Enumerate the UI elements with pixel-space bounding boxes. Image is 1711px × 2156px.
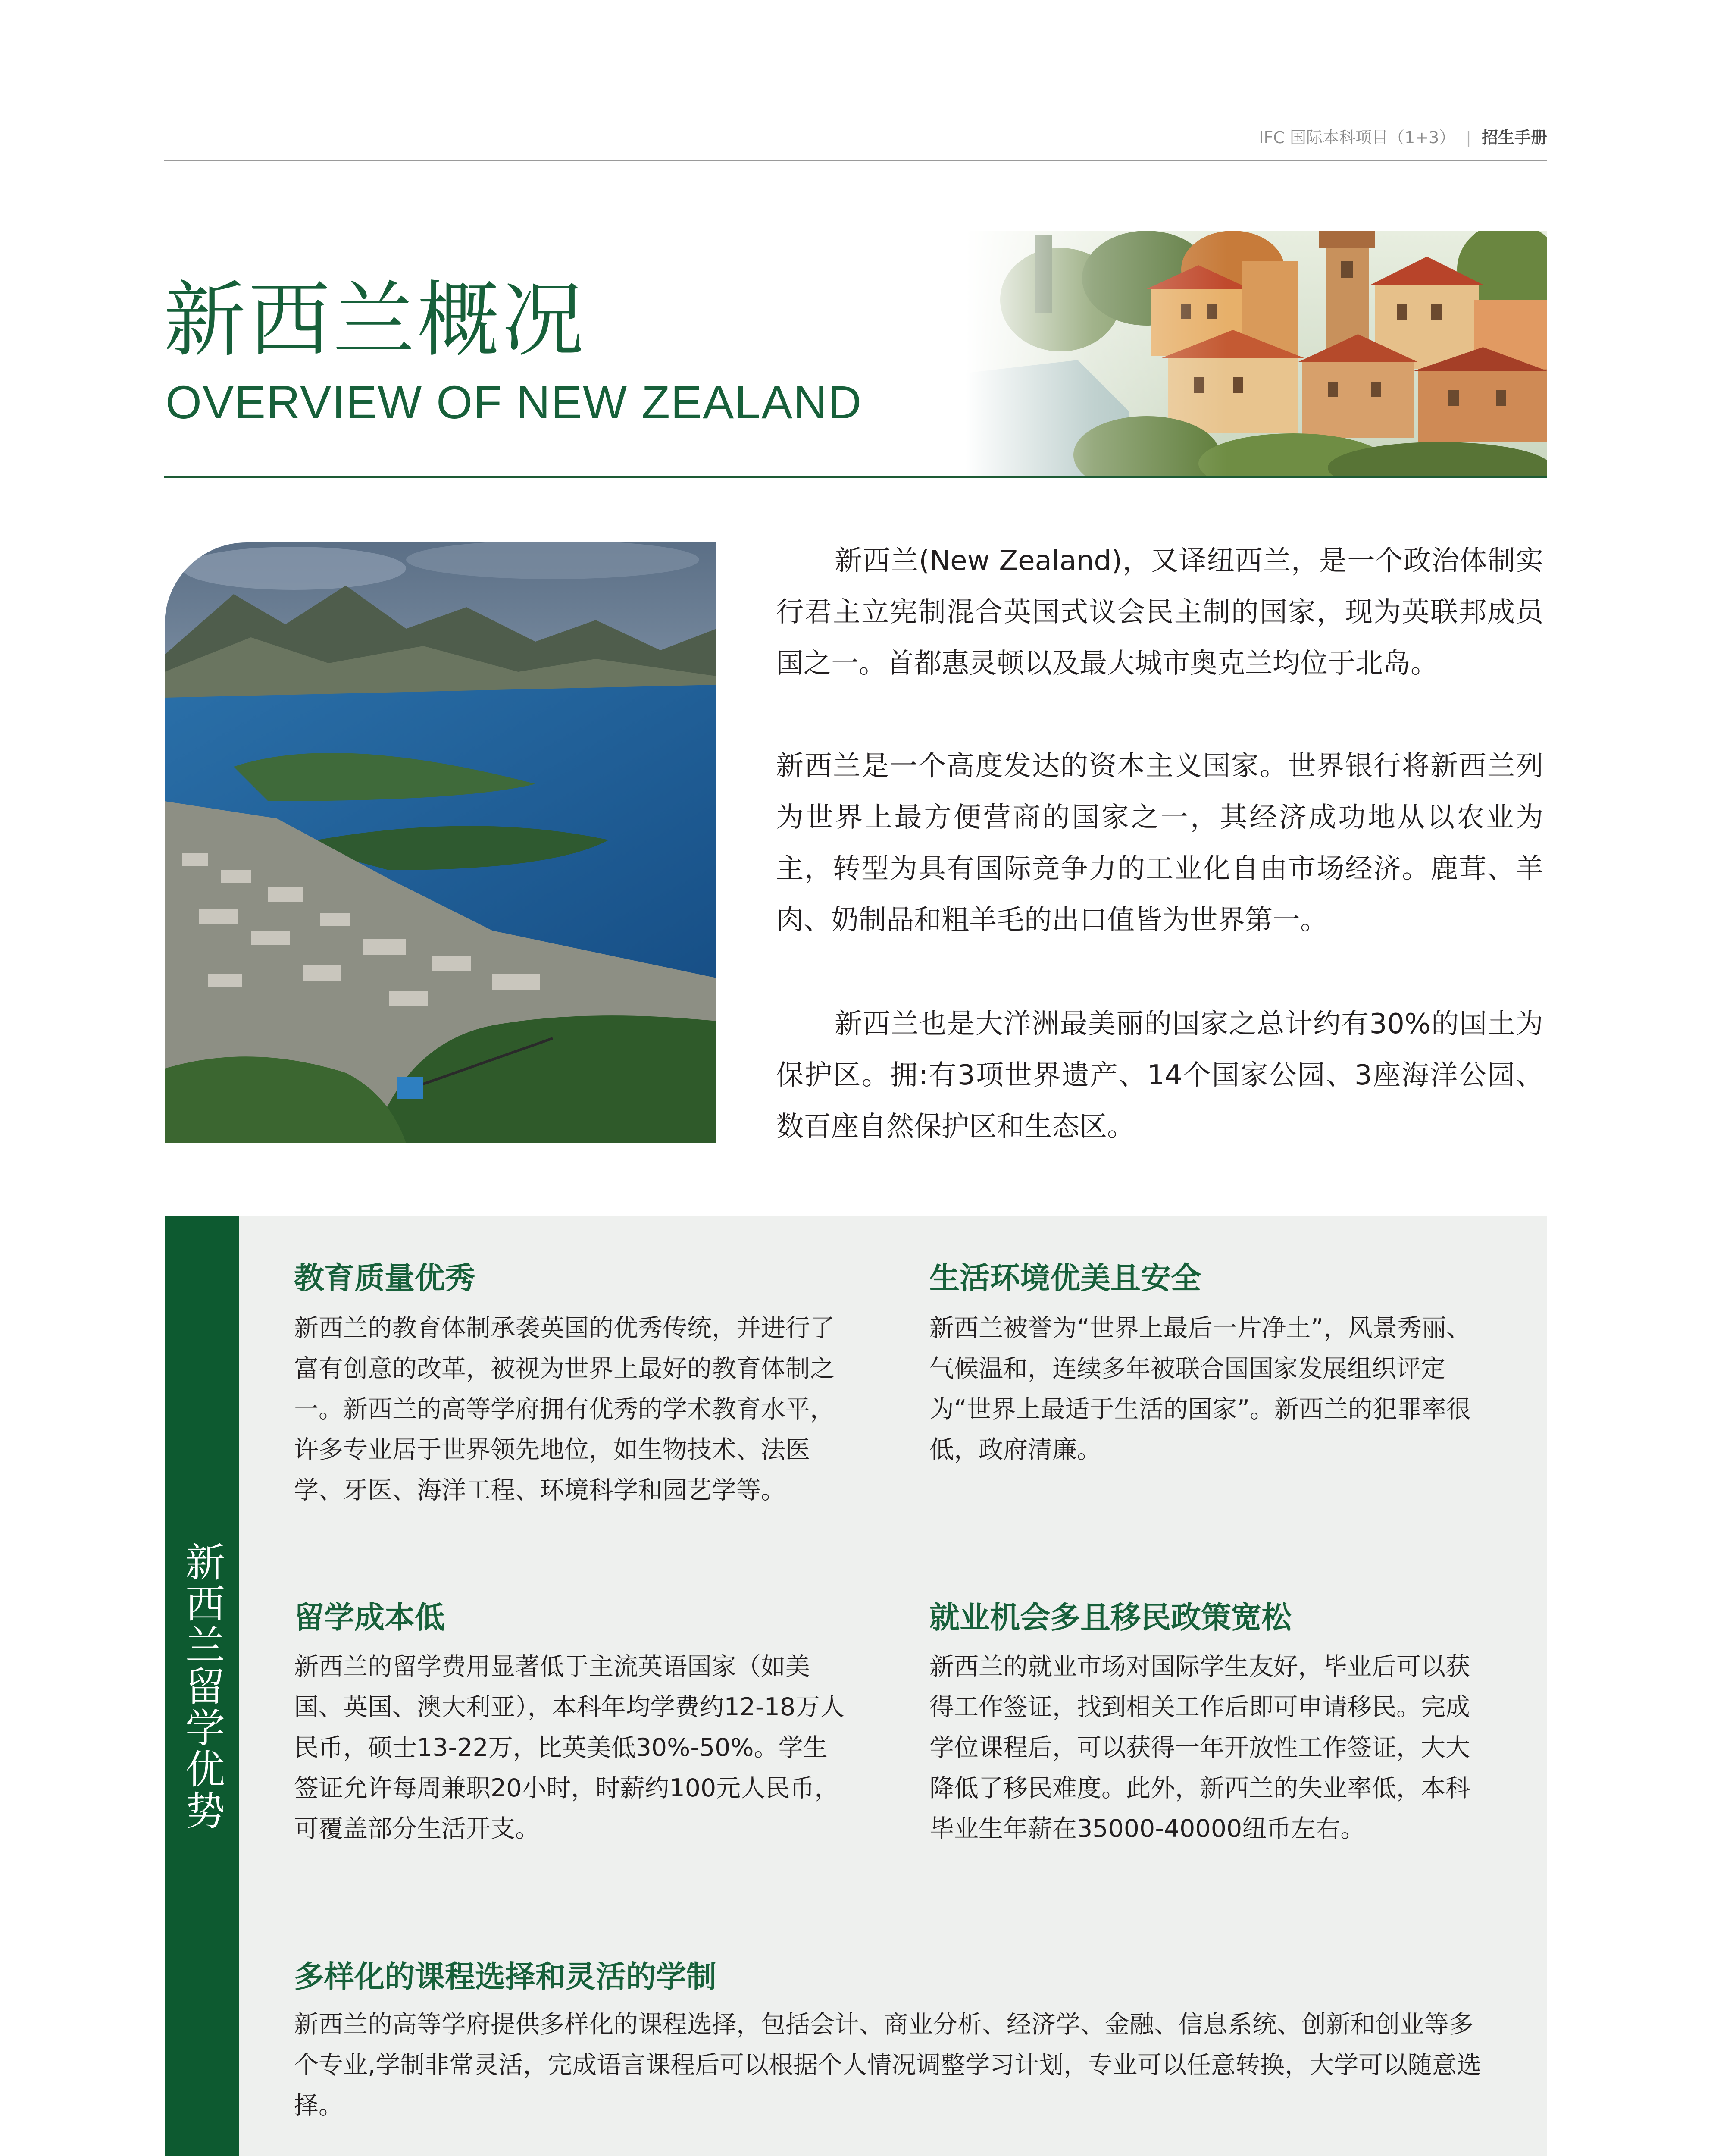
- header-program-name: IFC 国际本科项目（1+3）: [1259, 128, 1456, 147]
- village-photo: [966, 231, 1547, 476]
- running-header: [164, 124, 1547, 148]
- advantage-body: 新西兰的留学费用显著低于主流英语国家（如美国、英国、澳大利亚），本科年均学费约12-18万人民币，硕士13-22万，比英美低30%-50%。学生签证允许每周兼职20小时，时薪约100元人民币，可覆盖部分生活开支。: [294, 1652, 845, 1843]
- advantage-heading: 多样化的课程选择和灵活的学制: [294, 1959, 716, 1994]
- advantage-body: 新西兰被誉为“世界上最后一片净土”，风景秀丽、气候温和，连续多年被联合国国家发展组织评定为“世界上最适于生活的国家”。新西兰的犯罪率很低，政府清廉。: [929, 1314, 1471, 1464]
- advantage-heading: 生活环境优美且安全: [929, 1260, 1201, 1296]
- intro-paragraph: 新西兰也是大洋洲最美丽的国家之总计约有30%的国土为保护区。拥:有3项世界遗产、14个国家公园、3座海洋公园、数百座自然保护区和生态区。: [776, 1008, 1543, 1143]
- page-title: 新西兰概况: [164, 273, 587, 368]
- advantages-label-wrapper: [165, 1216, 239, 2156]
- advantage-heading: 教育质量优秀: [294, 1260, 475, 1296]
- header-brochure-label: 招生手册: [1481, 128, 1547, 147]
- title-divider: [164, 476, 1547, 478]
- advantage-body: 新西兰的教育体制承袭英国的优秀传统，并进行了富有创意的改革，被视为世界上最好的教育体制之一。新西兰的高等学府拥有优秀的学术教育水平，许多专业居于世界领先地位，如生物技术、法医学、牙医、海洋工程、环境科学和园艺学等。: [294, 1314, 835, 1504]
- header-separator: |: [1466, 128, 1471, 147]
- advantages-label: 新西兰留学优势: [179, 1542, 225, 1831]
- lake-photo: [165, 542, 716, 1143]
- advantage-body: 新西兰的高等学府提供多样化的课程选择，包括会计、商业分析、经济学、金融、信息系统、创新和创业等多个专业,学制非常灵活，完成语言课程后可以根据个人情况调整学习计划，专业可以任意转换，大学可以随意选择。: [294, 2010, 1482, 2120]
- intro-paragraph: 新西兰(New Zealand)，又译纽西兰，是一个政治体制实行君主立宪制混合英国式议会民主制的国家，现为英联邦成员国之一。首都惠灵顿以及最大城市奥克兰均位于北岛。: [776, 545, 1543, 680]
- header-divider: [164, 160, 1547, 161]
- advantage-body: 新西兰的就业市场对国际学生友好，毕业后可以获得工作签证，找到相关工作后即可申请移民。完成学位课程后，可以获得一年开放性工作签证，大大降低了移民难度。此外，新西兰的失业率低，本科毕业生年薪在35000-40000纽币左右。: [929, 1652, 1470, 1843]
- page-subtitle: OVERVIEW OF NEW ZEALAND: [166, 376, 863, 428]
- intro-paragraph: 新西兰是一个高度发达的资本主义国家。世界银行将新西兰列为世界上最方便营商的国家之一，其经济成功地从以农业为主，转型为具有国际竞争力的工业化自由市场经济。鹿茸、羊肉、奶制品和粗羊毛的出口值皆为世界第一。: [776, 750, 1543, 936]
- advantage-heading: 留学成本低: [294, 1600, 445, 1635]
- advantage-heading: 就业机会多且移民政策宽松: [929, 1600, 1292, 1635]
